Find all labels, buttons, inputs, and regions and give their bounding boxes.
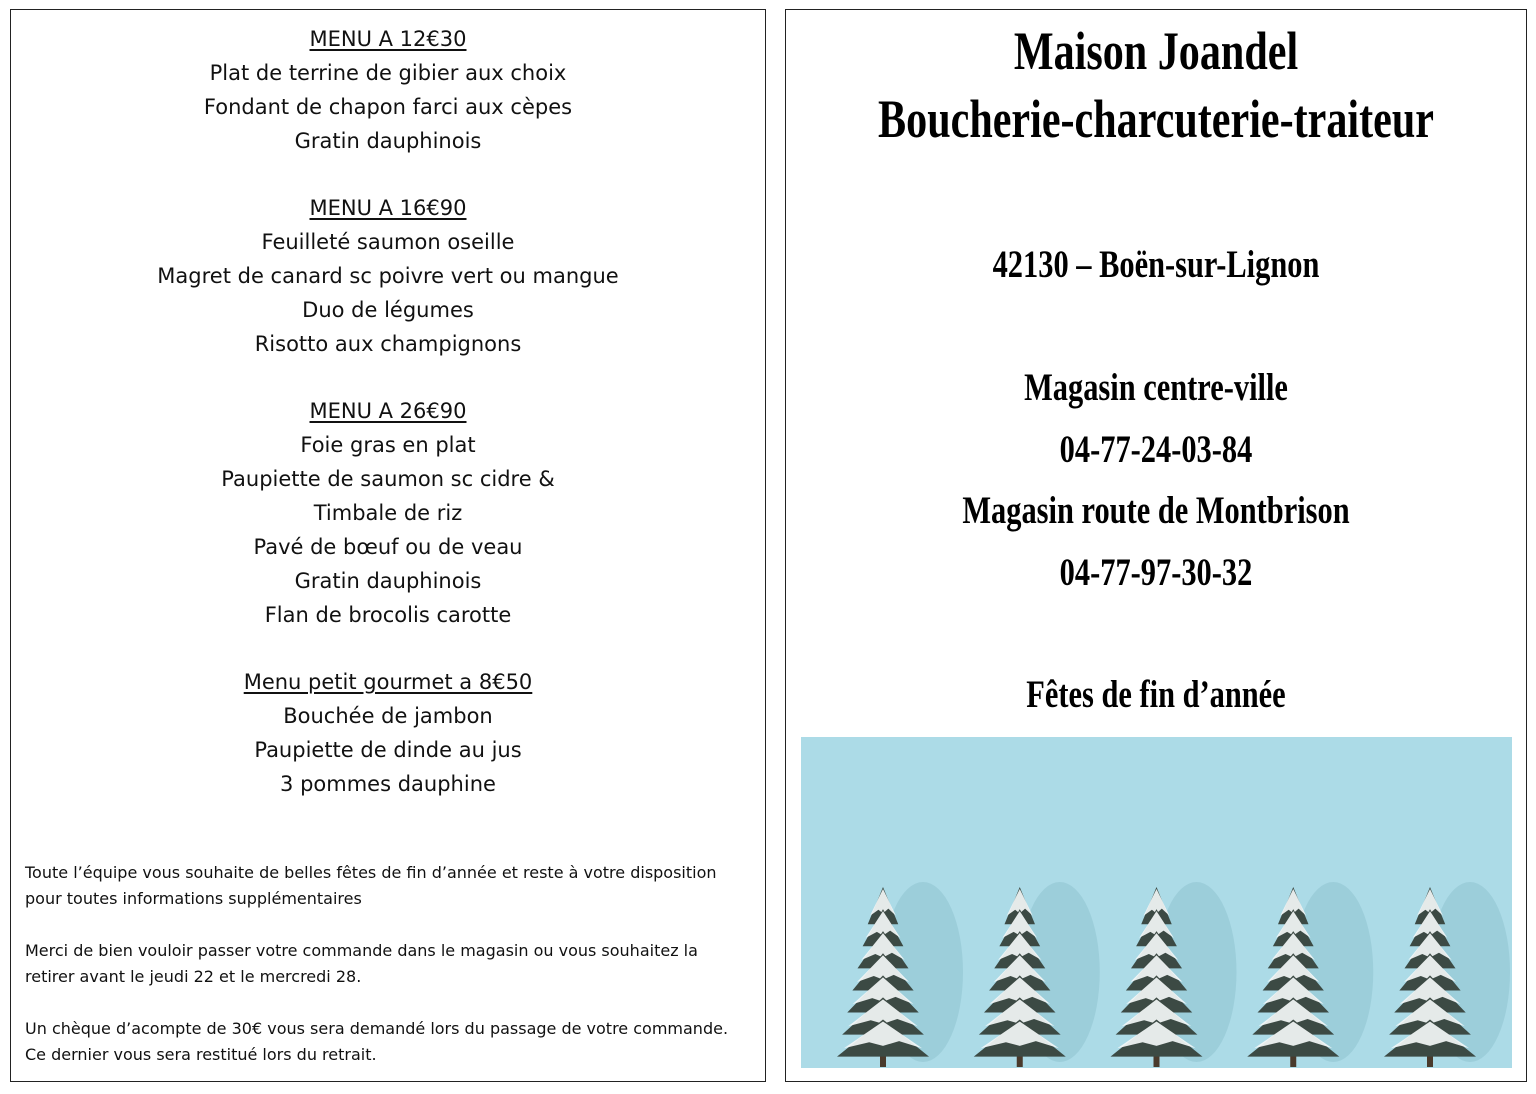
shop-phone: 04-77-97-30-32 <box>1059 551 1253 594</box>
menu-item: Gratin dauphinois <box>294 569 482 593</box>
menu-item: Paupiette de dinde au jus <box>254 738 522 762</box>
menu-item: Gratin dauphinois <box>294 129 482 153</box>
menu-item: Risotto aux champignons <box>254 332 522 356</box>
snowy-tree-icon <box>974 882 1100 1067</box>
note-order: Merci de bien vouloir passer votre commande dans le magasin ou vous souhaitez la retirer avant le jeudi 22 et le mercredi 28. <box>25 941 698 986</box>
snowy-tree-icon <box>1111 882 1237 1067</box>
trade-line: Boucherie-charcuterie-traiteur <box>878 89 1434 149</box>
shop-name: Magasin centre-ville <box>1024 366 1288 409</box>
menu-section <box>11 22 765 158</box>
menu-item: Plat de terrine de gibier aux choix <box>209 61 567 85</box>
menu-list <box>11 22 765 834</box>
winter-trees-image <box>801 737 1512 1068</box>
snowy-tree-icon <box>1247 882 1373 1067</box>
snowy-tree-icon <box>837 882 963 1067</box>
menu-item: Foie gras en plat <box>300 433 476 457</box>
event-title: Fêtes de fin d’année <box>1026 673 1286 716</box>
menu-title: MENU A 16€90 <box>309 196 467 220</box>
note-deposit: Un chèque d’acompte de 30€ vous sera demandé lors du passage de votre commande. Ce dernier vous sera restitué lors du retrait. <box>25 1019 729 1064</box>
menu-item: Bouchée de jambon <box>283 704 493 728</box>
menu-section <box>11 394 765 632</box>
menu-item: Flan de brocolis carotte <box>264 603 512 627</box>
shop-name: Magasin route de Montbrison <box>962 489 1350 532</box>
menu-item: Duo de légumes <box>302 298 474 322</box>
menu-title: MENU A 26€90 <box>309 399 467 423</box>
notes <box>25 860 751 1094</box>
brand-name: Maison Joandel <box>1013 21 1299 81</box>
menu-item: Magret de canard sc poivre vert ou mangue <box>157 264 619 288</box>
city-line: 42130 – Boën-sur-Lignon <box>992 243 1320 286</box>
menu-section <box>11 665 765 801</box>
snowy-tree-icon <box>1384 882 1510 1067</box>
snowy-fir-trees-icon <box>801 737 1512 1068</box>
cover-page <box>785 9 1527 1082</box>
menu-page <box>10 9 766 1082</box>
menu-item: Timbale de riz <box>313 501 463 525</box>
note-greeting: Toute l’équipe vous souhaite de belles fêtes de fin d’année et reste à votre disposition pour toutes informations supplémentaires <box>25 863 717 908</box>
menu-item: 3 pommes dauphine <box>280 772 496 796</box>
menu-item: Feuilleté saumon oseille <box>261 230 515 254</box>
menu-item: Paupiette de saumon sc cidre & <box>221 467 555 491</box>
menu-item: Fondant de chapon farci aux cèpes <box>203 95 573 119</box>
menu-title: Menu petit gourmet a 8€50 <box>243 670 533 694</box>
menu-title: MENU A 12€30 <box>309 27 467 51</box>
menu-section <box>11 191 765 361</box>
shop-phone: 04-77-24-03-84 <box>1059 428 1253 471</box>
menu-item: Pavé de bœuf ou de veau <box>253 535 523 559</box>
